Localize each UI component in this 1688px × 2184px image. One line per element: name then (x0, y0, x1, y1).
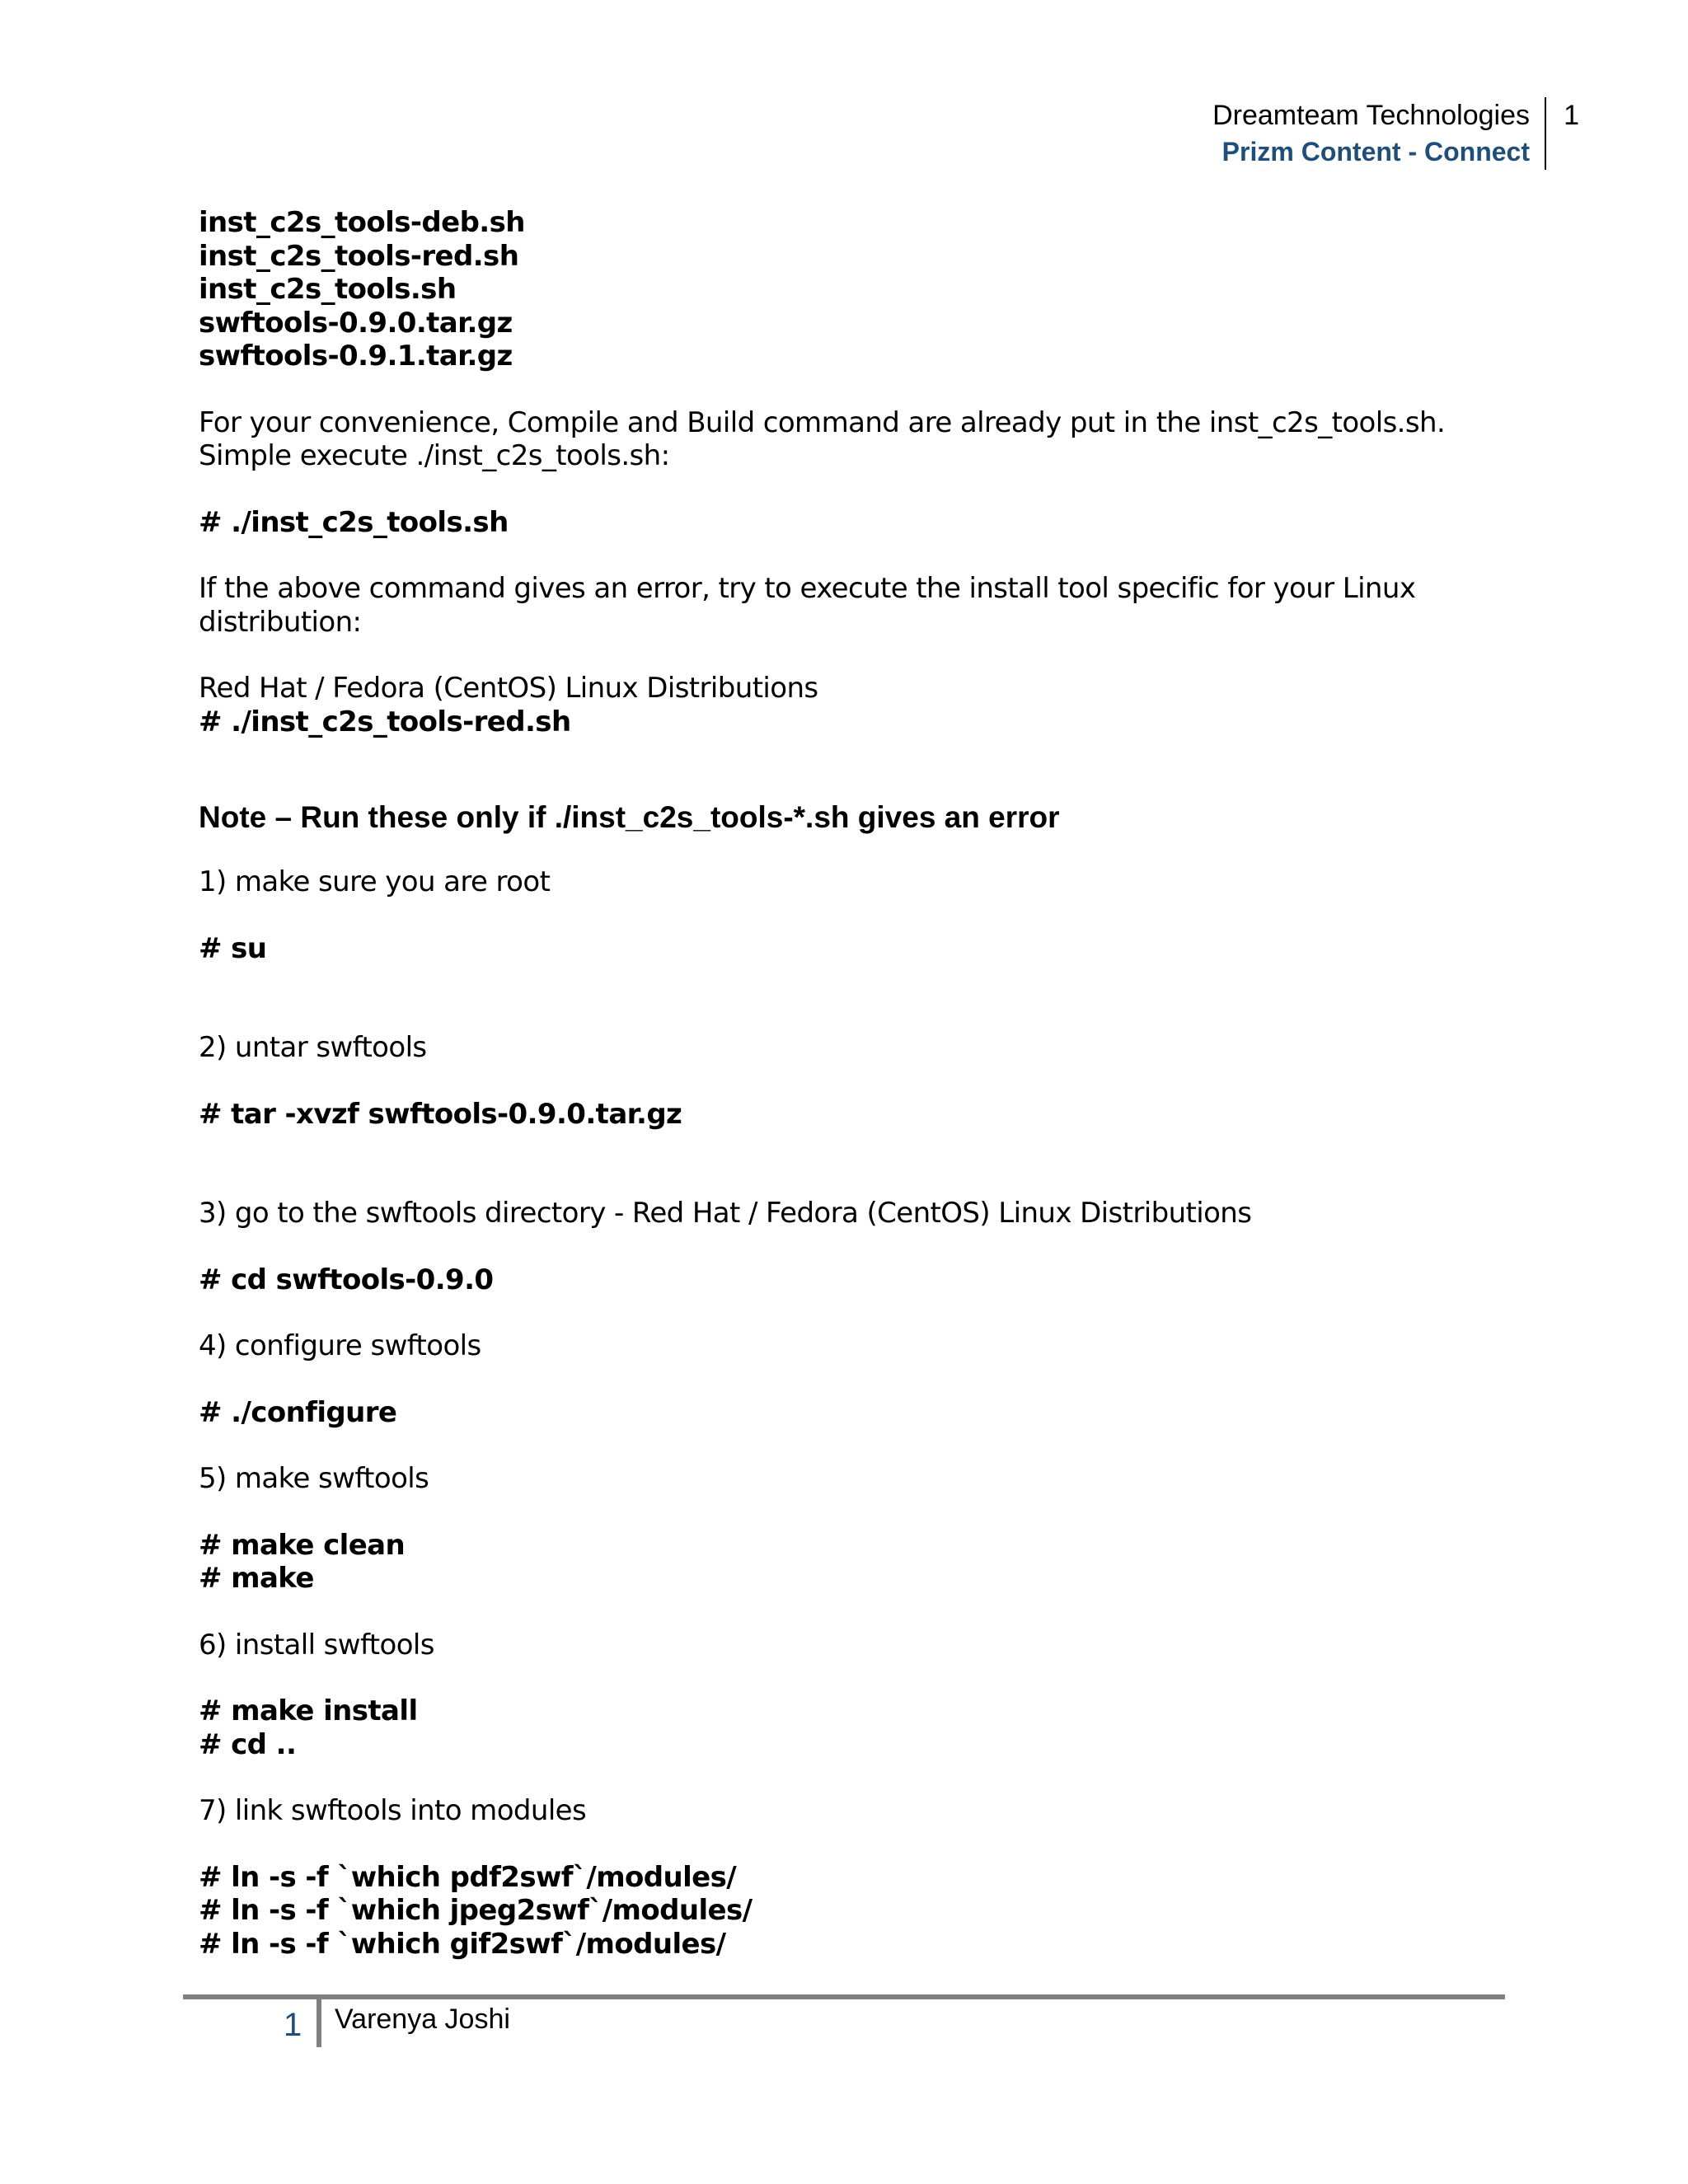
header-product: Prizm Content - Connect (1212, 134, 1546, 170)
step-text: 6) install swftools (199, 1628, 434, 1661)
paragraph-text: If the above command gives an error, try to execute the install tool specific for your Linux (199, 572, 1416, 605)
header-page-number: 1 (1564, 100, 1579, 131)
command-line: # su (199, 931, 267, 965)
file-name: inst_c2s_tools.sh (199, 273, 457, 306)
footer-rule (183, 1994, 1505, 1999)
command-line: # ./inst_c2s_tools.sh (199, 505, 509, 539)
note-heading: Note – Run these only if ./inst_c2s_tools-*.sh gives an error (199, 800, 1060, 834)
step-text: 4) configure swftools (199, 1329, 481, 1362)
command-line: # make (199, 1562, 314, 1595)
command-line: # ./configure (199, 1395, 397, 1429)
page-header (1212, 97, 1546, 170)
document-body (199, 206, 1517, 1961)
footer-page-number: 1 (284, 2007, 302, 2043)
footer-divider (316, 1999, 321, 2047)
step-text: 3) go to the swftools directory - Red Hat / Fedora (CentOS) Linux Distributions (199, 1197, 1252, 1230)
file-name: swftools-0.9.0.tar.gz (199, 306, 513, 340)
distro-label: Red Hat / Fedora (CentOS) Linux Distributions (199, 672, 818, 705)
command-line: # tar -xvzf swftools-0.9.0.tar.gz (199, 1097, 682, 1131)
command-line: # make clean (199, 1528, 406, 1562)
command-line: # ln -s -f `which gif2swf`/modules/ (199, 1927, 726, 1961)
header-company: Dreamteam Technologies (1212, 97, 1546, 134)
command-line: # ln -s -f `which pdf2swf`/modules/ (199, 1860, 737, 1894)
intro-text: Simple execute ./inst_c2s_tools.sh: (199, 439, 670, 472)
paragraph-text: distribution: (199, 605, 362, 639)
intro-text: For your convenience, Compile and Build command are already put in the inst_c2s_tools.sh. (199, 405, 1446, 439)
file-name: inst_c2s_tools-red.sh (199, 239, 519, 273)
command-line: # ln -s -f `which jpeg2swf`/modules/ (199, 1894, 753, 1927)
file-name: swftools-0.9.1.tar.gz (199, 340, 513, 373)
command-line: # cd .. (199, 1727, 297, 1761)
step-text: 5) make swftools (199, 1462, 429, 1495)
command-line: # make install (199, 1694, 418, 1727)
step-text: 2) untar swftools (199, 1031, 427, 1064)
step-text: 7) link swftools into modules (199, 1794, 587, 1827)
footer-author: Varenya Joshi (335, 2004, 510, 2035)
command-line: # cd swftools-0.9.0 (199, 1263, 494, 1296)
command-line: # ./inst_c2s_tools-red.sh (199, 705, 571, 738)
file-name: inst_c2s_tools-deb.sh (199, 206, 525, 239)
step-text: 1) make sure you are root (199, 865, 551, 898)
